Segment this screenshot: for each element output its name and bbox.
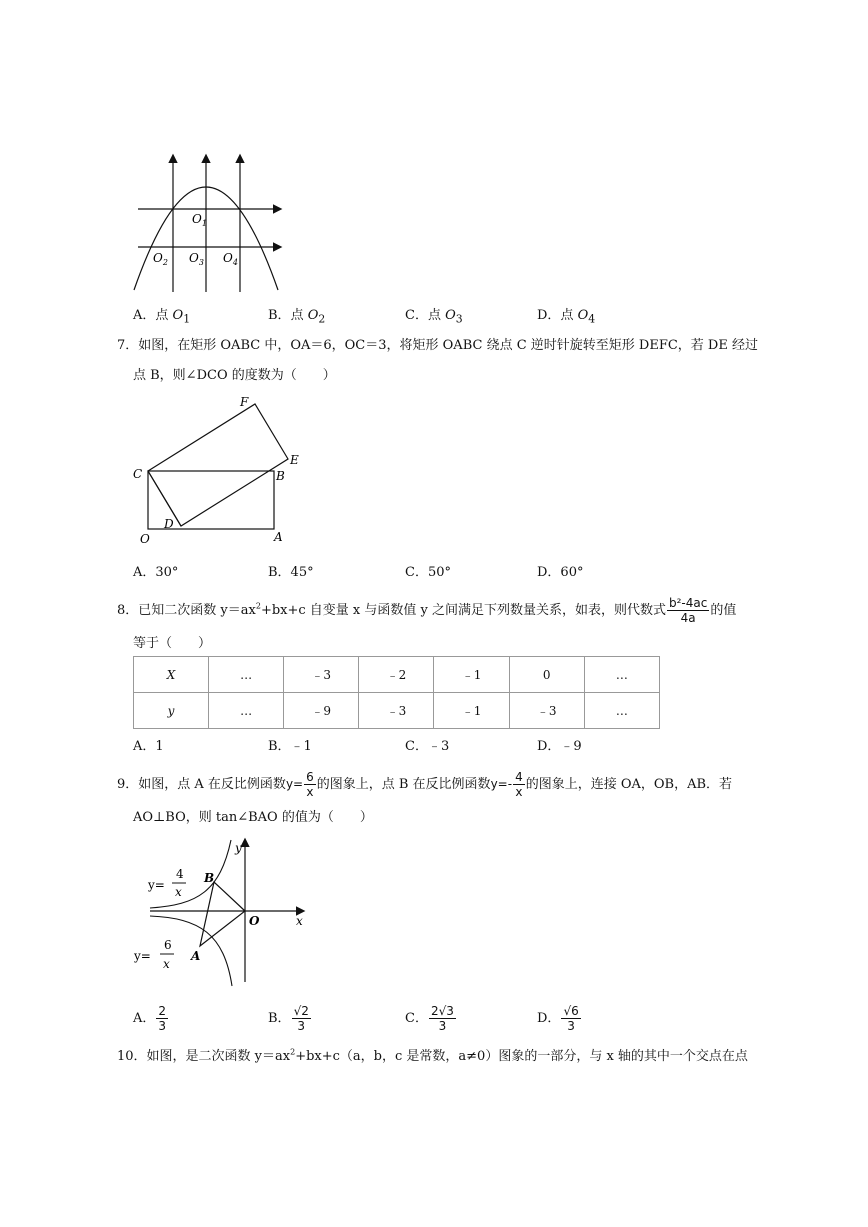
label-o: O (249, 914, 260, 928)
q6-option-d[interactable]: D．点 $O_4$ (537, 308, 596, 326)
q9-line1: 9．如图，点 A 在反比例函数y= $\frac{6}{x}$ 的图象上，点 B 在反比例函数y=- $\frac{4}{x}$ 的图象上，连接 OA，OB，AB．若 (117, 770, 733, 799)
q7-option-b[interactable]: B．45° (268, 565, 314, 580)
label-e: E (290, 453, 299, 467)
q9-option-c[interactable]: C． $\frac{2√3}{3}$ (405, 1004, 454, 1033)
rect-defc (148, 404, 288, 526)
label-f: F (240, 395, 249, 409)
label-x-axis: x (296, 914, 303, 928)
label-y-axis: y (235, 841, 242, 855)
q9-option-b[interactable]: B． $\frac{√2}{3}$ (268, 1004, 309, 1033)
label-b: B (276, 469, 285, 483)
q8-expression-fraction: $\frac{\text{b²-4ac}}{4a}$ (669, 596, 708, 625)
table-cell: … (584, 657, 659, 693)
q8-option-c[interactable]: C．﹣3 (405, 739, 450, 754)
q8-line2: 等于（ ） (133, 636, 212, 651)
svg-text:x: x (175, 885, 182, 899)
q9-func1-fraction: $\frac{6}{x}$ (306, 770, 314, 799)
table-cell: y (134, 693, 209, 729)
q8-value-table (133, 656, 660, 729)
q9-func2-fraction: $\frac{4}{x}$ (515, 770, 523, 799)
q6-figure (128, 150, 288, 300)
label-a: A (191, 949, 201, 963)
label-o1: $O_1$ (192, 212, 207, 228)
table-cell: ﹣3 (284, 657, 359, 693)
q7-line1: 7．如图，在矩形 OABC 中，OA＝6，OC＝3，将矩形 OABC 绕点 C 逆时针旋转至矩形 DEFC，若 DE 经过 (117, 338, 758, 353)
label-c: C (133, 467, 143, 481)
label-o: O (140, 532, 150, 546)
q8-option-d[interactable]: D．﹣9 (537, 739, 582, 754)
q9-option-d[interactable]: D． $\frac{√6}{3}$ (537, 1004, 579, 1033)
svg-text:y=: y= (134, 949, 151, 963)
svg-text:y=: y= (148, 878, 165, 892)
triangle-oab (200, 882, 245, 946)
q6-option-b[interactable]: B．点 $O_2$ (268, 308, 326, 326)
q8-option-b[interactable]: B．﹣1 (268, 739, 312, 754)
svg-text:6: 6 (164, 938, 172, 952)
label-a: A (274, 530, 283, 544)
label-d: D (164, 517, 174, 531)
table-cell: ﹣1 (434, 693, 509, 729)
q8-option-a[interactable]: A．1 (133, 739, 164, 754)
table-cell: ﹣1 (434, 657, 509, 693)
table-cell: ﹣9 (284, 693, 359, 729)
svg-text:x: x (163, 957, 170, 971)
label-o3: $O_3$ (189, 251, 204, 267)
q10-line1: 10．如图，是二次函数 $y=ax^2+bx+c(a$，b，c 是常数，a≠0）图象的一部分，与 x 轴的其中一个交点在点 (117, 1047, 748, 1064)
q7-line2: 点 B，则∠DCO 的度数为（ ） (133, 368, 336, 383)
q7-option-a[interactable]: A．30° (133, 565, 179, 580)
table-cell: X (134, 657, 209, 693)
curve-neg4-over-x (150, 840, 231, 908)
table-cell: ﹣2 (359, 657, 434, 693)
label-o2: $O_2$ (153, 251, 168, 267)
q7-figure (128, 392, 308, 548)
table-cell: … (209, 693, 284, 729)
table-cell: ﹣3 (509, 693, 584, 729)
q9-line2: AO⊥BO，则 tan∠BAO 的值为（ ） (133, 810, 373, 825)
eq-bottom (133, 938, 174, 971)
q9-figure (128, 836, 318, 990)
label-o4: $O_4$ (223, 251, 238, 267)
eq-top (147, 867, 186, 899)
q8-line1: 8．已知二次函数 $y=ax^2+bx+c$ 自变量 x 与函数值 y 之间满足下列数量关系，如表，则代数式 $\frac{\text{b²-4ac}}{4a}$ 的值 (117, 596, 737, 625)
label-b: B (204, 871, 215, 885)
table-cell: ﹣3 (359, 693, 434, 729)
table-cell: 0 (509, 657, 584, 693)
svg-text:4: 4 (176, 867, 184, 881)
q6-option-a[interactable]: A．点 $O_1$ (133, 308, 191, 326)
table-cell: … (209, 657, 284, 693)
table-row (134, 657, 660, 693)
table-row (134, 693, 660, 729)
q7-option-d[interactable]: D．60° (537, 565, 584, 580)
q7-option-c[interactable]: C．50° (405, 565, 451, 580)
q9-option-a[interactable]: A． $\frac{2}{3}$ (133, 1004, 167, 1033)
table-cell: … (584, 693, 659, 729)
q6-option-c[interactable]: C．点 $O_3$ (405, 308, 463, 326)
